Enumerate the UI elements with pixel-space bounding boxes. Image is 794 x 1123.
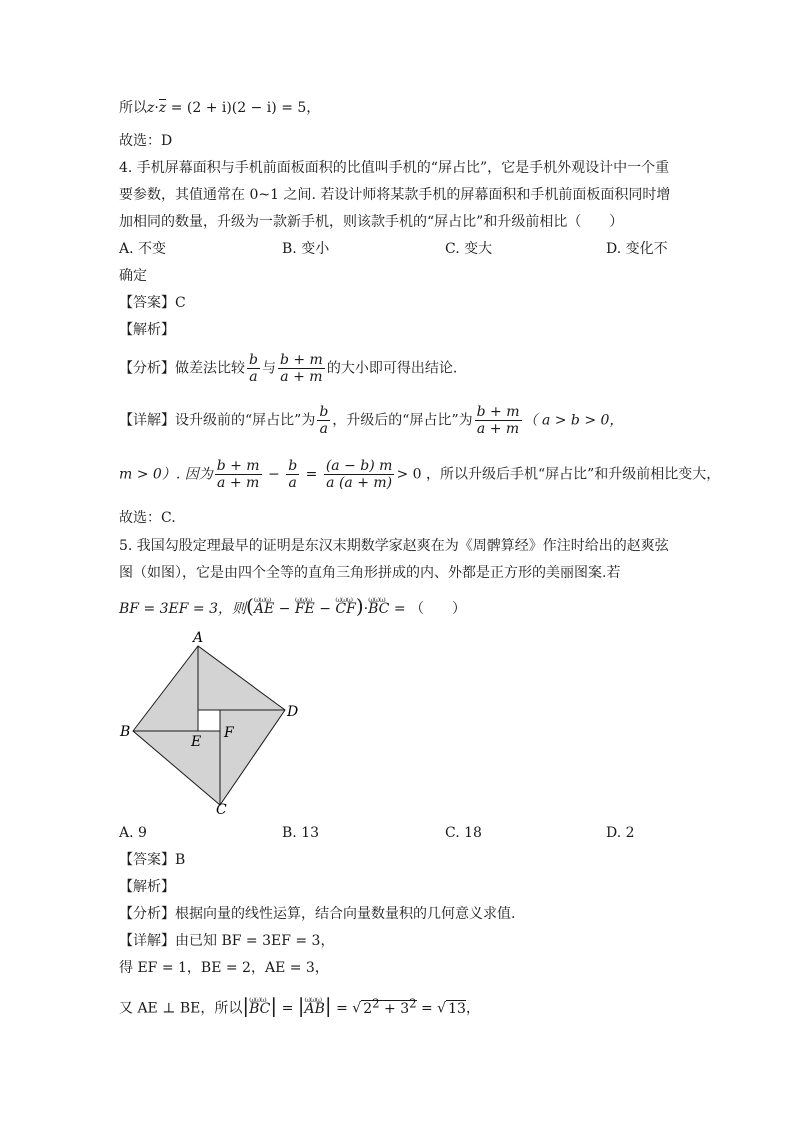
q5-jiexi: 【解析】 [119,879,175,895]
zhao-shuang-diagram [115,628,315,818]
q5-option-d: D. 2 [606,825,635,841]
q4-choose: 故选：C. [119,510,176,526]
q4-line2: 要参数，其值通常在 0~1 之间. 若设计师将某款手机的屏幕面积和手机前面板面积同时增 [119,187,671,203]
inner-square [198,710,220,731]
solution-line-zz: 所以z·z = (2 + i)(2 − i) = 5， [119,100,321,116]
q4-answer: 【答案】C [119,295,186,311]
q4-option-b: B. 变小 [282,241,330,257]
label-c: C [216,802,227,818]
q4-jiexi: 【解析】 [119,322,175,338]
label-b: B [120,724,131,740]
label-d: D [287,704,299,720]
q4-fenxi: 【分析】做差法比较 $\frac{b}{a}$ 与 $\frac{b + m}{a + m}$ 的大小即可得出结论. [119,352,458,385]
q4-xiangjie-2: m > 0）. 因为 $\frac{b + m}{a + m}$ − $\frac{b}{a}$ = $\frac{(a - b) m}{a (a + m)}$ > 0 ，所以升级后手机“屏占比”和升级前相比变大， [119,458,721,491]
q5-option-b: B. 13 [282,825,320,841]
choose-d: 故选：D [119,133,173,149]
q4-option-d: D. 变化不 [606,241,668,257]
q5-xiangjie: 【详解】由已知 BF = 3EF = 3， [119,933,335,949]
q4-option-d-cont: 确定 [119,268,147,284]
q5-line1: 5. 我国勾股定理最早的证明是东汉末期数学家赵爽在为《周髀算经》作注时给出的赵爽弦 [119,538,669,554]
text-prefix: 所以 [119,100,147,116]
q5-de: 得 EF = 1，BE = 2，AE = 3， [119,960,329,976]
q4-line3: 加相同的数量，升级为一款新手机，则该款手机的“屏占比”和升级前相比（ ） [119,214,624,230]
q4-xiangjie: 【详解】设升级前的“屏占比”为 $\frac{b}{a}$ ，升级后的“屏占比”为 $\frac{b + m}{a + m}$ （ a > b > 0， [119,404,624,437]
q4-line1: 4. 手机屏幕面积与手机前面板面积的比值叫手机的“屏占比”，它是手机外观设计中一个重 [119,160,670,176]
q5-option-a: A. 9 [119,825,147,841]
label-a: A [193,630,204,646]
q4-option-c: C. 变大 [445,241,493,257]
q5-fenxi: 【分析】根据向量的线性运算，结合向量数量积的几何意义求值. [119,906,516,922]
label-e: E [191,734,202,750]
q5-answer: 【答案】B [119,852,186,868]
q5-option-c: C. 18 [445,825,482,841]
q5-line2: 图（如图），它是由四个全等的直角三角形拼成的内、外都是正方形的美丽图案.若 [119,565,621,581]
q5-line3: BF = 3EF = 3，则(ωωω AE − ωωω FE − ωωω CF)·ωωω BC = （ ） [119,596,466,619]
label-f: F [224,725,234,741]
q4-option-a: A. 不变 [119,241,167,257]
q5-you: 又 AE ⊥ BE，所以|ωωω BC| = |ωωω AB| = √ $2^2 + 3^2$ = √ 13， [119,993,480,1019]
equation: = (2 + i)(2 − i) = 5 [170,100,307,116]
